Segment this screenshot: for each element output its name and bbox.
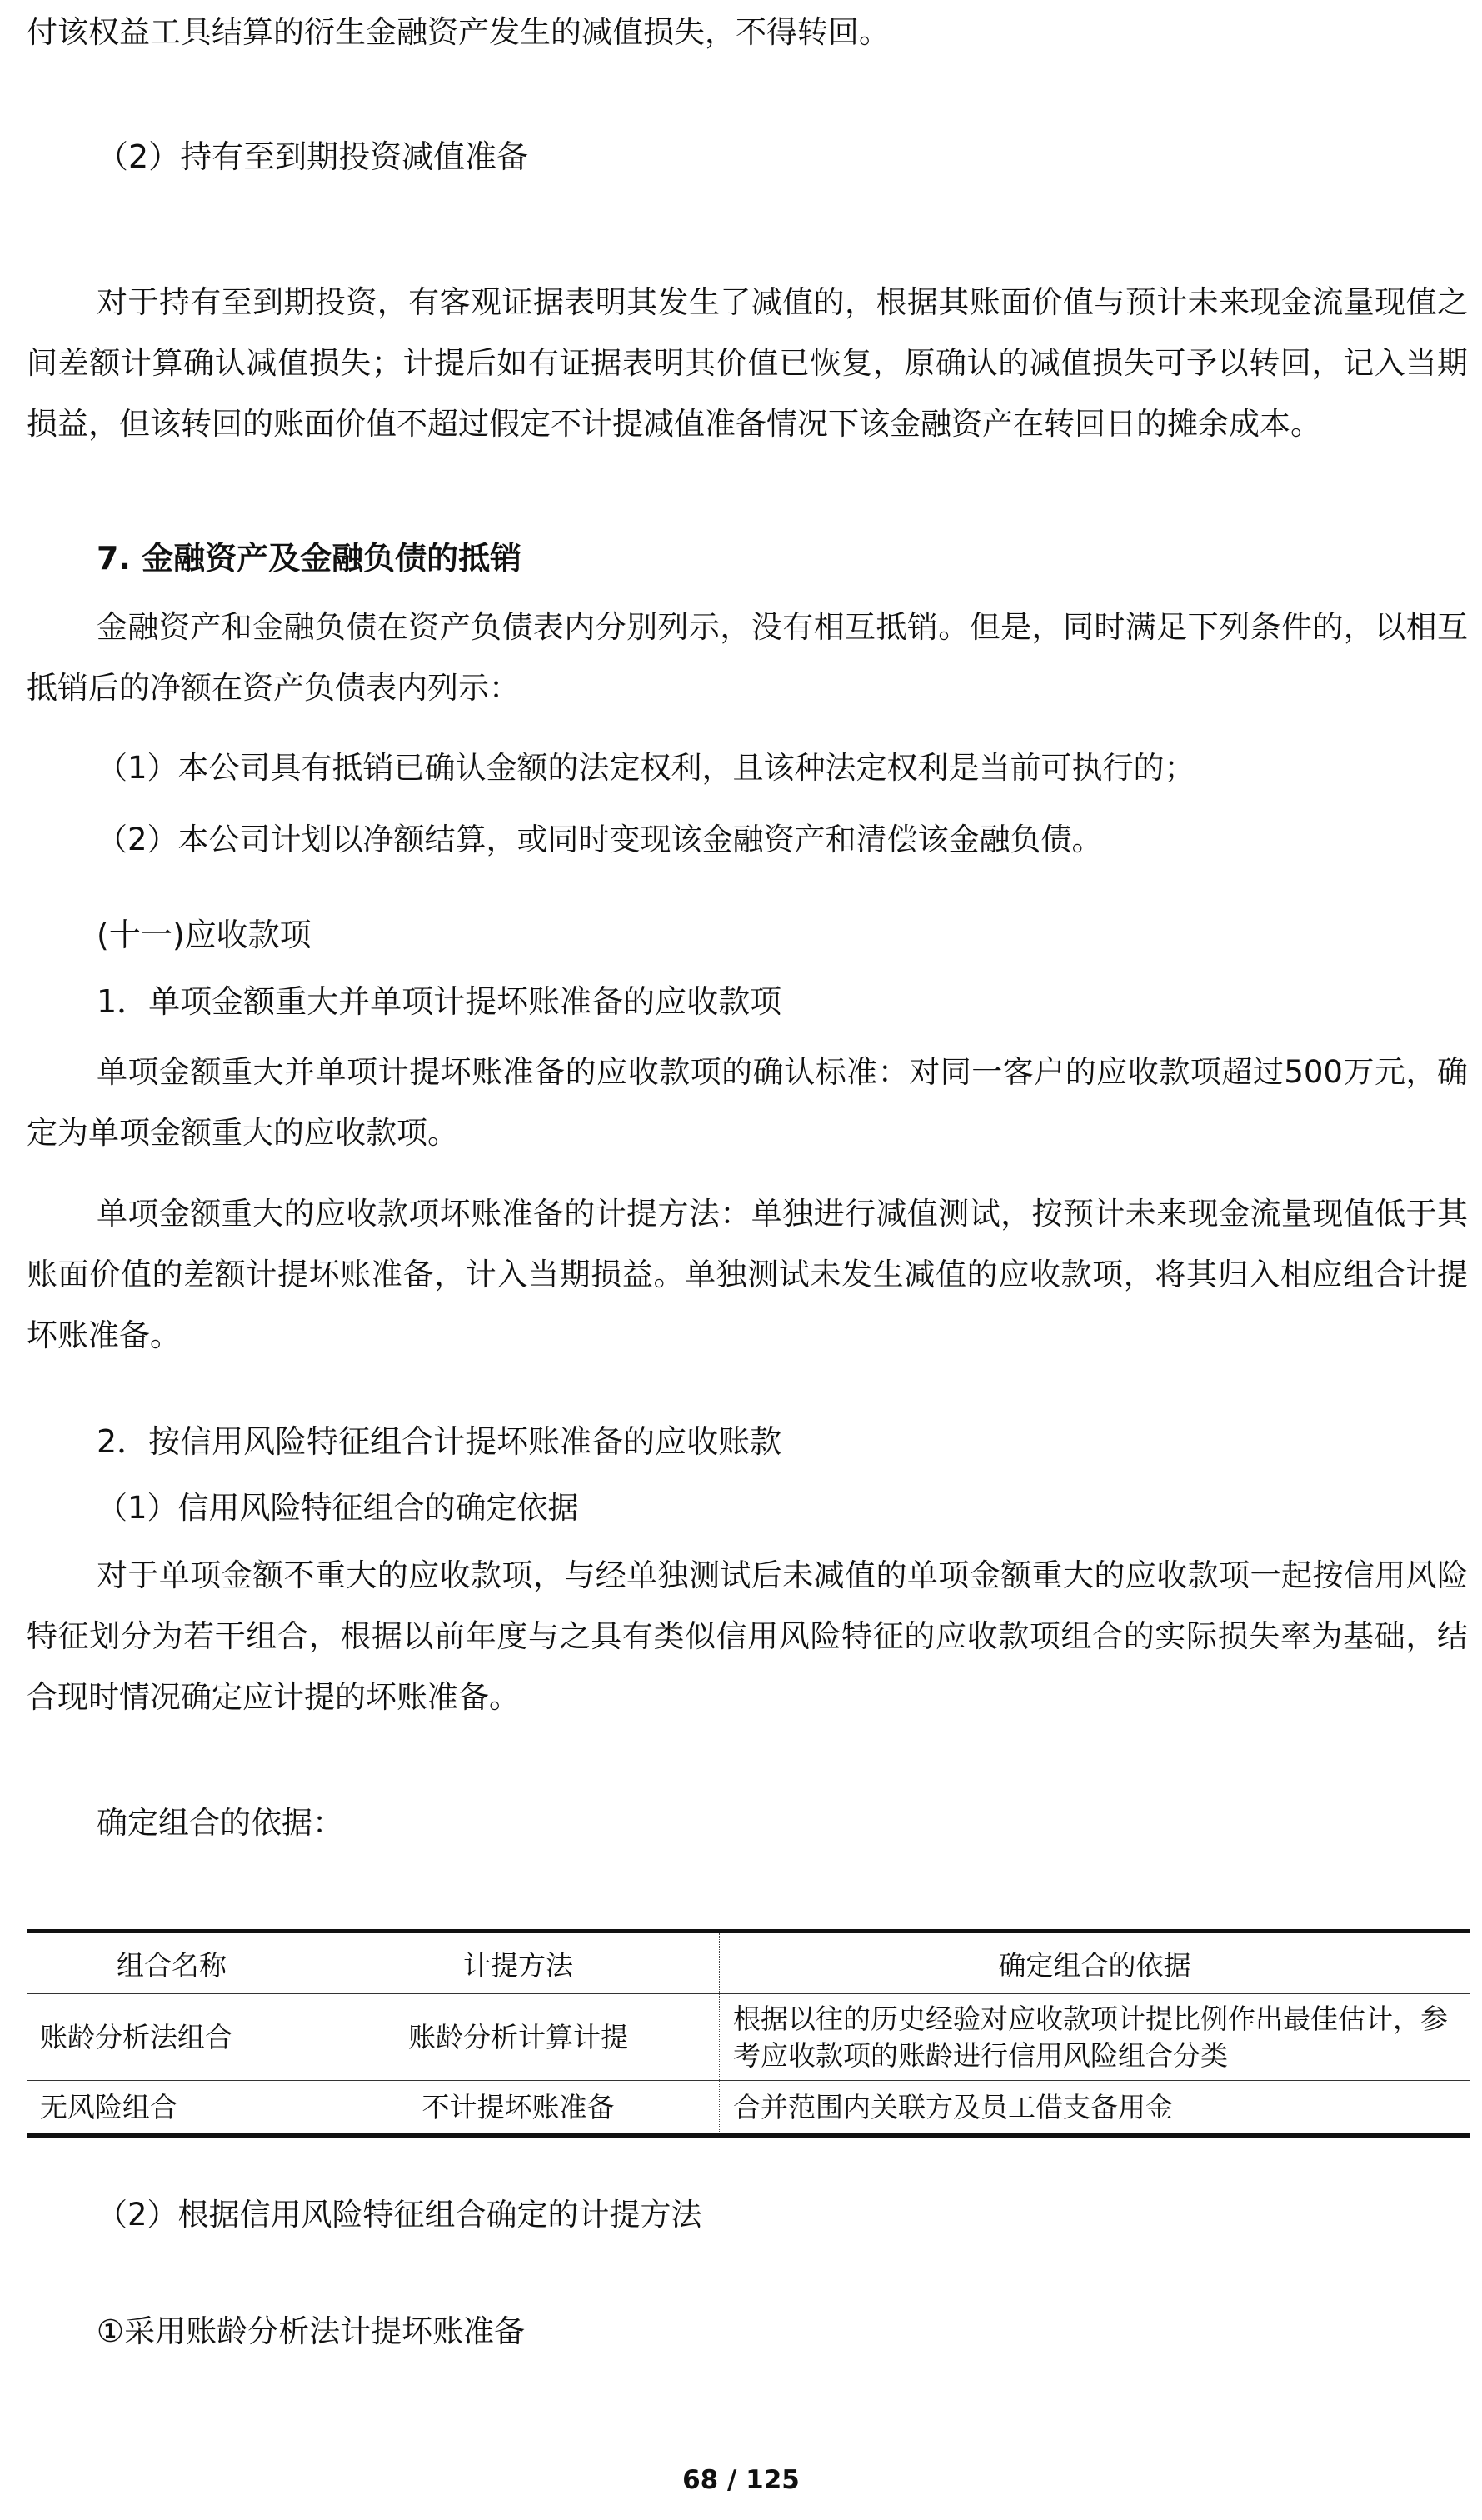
paragraph-portfolio-label: 确定组合的依据： [97,1805,343,1841]
list-item-offset-1: （1）本公司具有抵销已确认金额的法定权利，且该种法定权利是当前可执行的； [97,750,1195,786]
heading-credit-risk-portfolio: 2．按信用风险特征组合计提坏账准备的应收账款 [97,1423,782,1460]
table-header-row [27,1932,1470,1994]
table-cell: 账龄分析法组合 [27,1994,317,2081]
table-header-cell: 计提方法 [317,1932,720,1994]
table-row [27,2081,1470,2136]
paragraph-portfolio-basis: 对于单项金额不重大的应收款项，与经单独测试后未减值的单项金额重大的应收款项一起按信用风险特征划分为若干组合，根据以前年度与之具有类似信用风险特征的应收款项组合的实际损失率为基础，结合现时情况确定应计提的坏账准备。 [27,1558,1468,1715]
subheading-provision-method: （2）根据信用风险特征组合确定的计提方法 [97,2197,702,2232]
subheading-portfolio-basis: （1）信用风险特征组合的确定依据 [97,1490,579,1526]
table-cell: 账龄分析计算计提 [317,1994,720,2081]
paragraph-offset: 金融资产和金融负债在资产负债表内分别列示，没有相互抵销。但是，同时满足下列条件的，以相互抵销后的净额在资产负债表内列示： [27,609,1468,706]
heading-offset: 7. 金融资产及金融负债的抵销 [97,540,522,577]
table-cell: 不计提坏账准备 [317,2081,720,2136]
table-row [27,1994,1470,2081]
paragraph-provision-method: 单项金额重大的应收款项坏账准备的计提方法：单独进行减值测试，按预计未来现金流量现值低于其账面价值的差额计提坏账准备，计入当期损益。单独测试未发生减值的应收款项，将其归入相应组合计提坏账准备。 [27,1196,1468,1353]
list-item-offset-2: （2）本公司计划以净额结算，或同时变现该金融资产和清偿该金融负债。 [97,822,1103,858]
table-cell: 无风险组合 [27,2081,317,2136]
table-header-cell: 确定组合的依据 [720,1932,1470,1994]
table-header-cell: 组合名称 [27,1932,317,1994]
subheading-held-to-maturity: （2）持有至到期投资减值准备 [97,138,529,175]
subheading-aging-analysis: ①采用账龄分析法计提坏账准备 [97,2313,526,2349]
page-number: 68 / 125 [682,2465,800,2495]
table-cell: 根据以往的历史经验对应收款项计提比例作出最佳估计，参考应收款项的账龄进行信用风险组合分类 [720,1994,1470,2081]
section-heading-receivables: (十一)应收款项 [97,917,312,953]
portfolio-table [27,1929,1470,2138]
table-cell: 合并范围内关联方及员工借支备用金 [720,2081,1470,2136]
paragraph-continuation: 付该权益工具结算的衍生金融资产发生的减值损失，不得转回。 [27,14,890,50]
heading-significant-receivables: 1．单项金额重大并单项计提坏账准备的应收款项 [97,983,782,1020]
paragraph-recognition-standard: 单项金额重大并单项计提坏账准备的应收款项的确认标准：对同一客户的应收款项超过500万元，确定为单项金额重大的应收款项。 [27,1054,1468,1151]
paragraph-held-to-maturity: 对于持有至到期投资，有客观证据表明其发生了减值的，根据其账面价值与预计未来现金流量现值之间差额计算确认减值损失；计提后如有证据表明其价值已恢复，原确认的减值损失可予以转回，记入当期损益，但该转回的账面价值不超过假定不计提减值准备情况下该金融资产在转回日的摊余成本。 [27,284,1468,442]
